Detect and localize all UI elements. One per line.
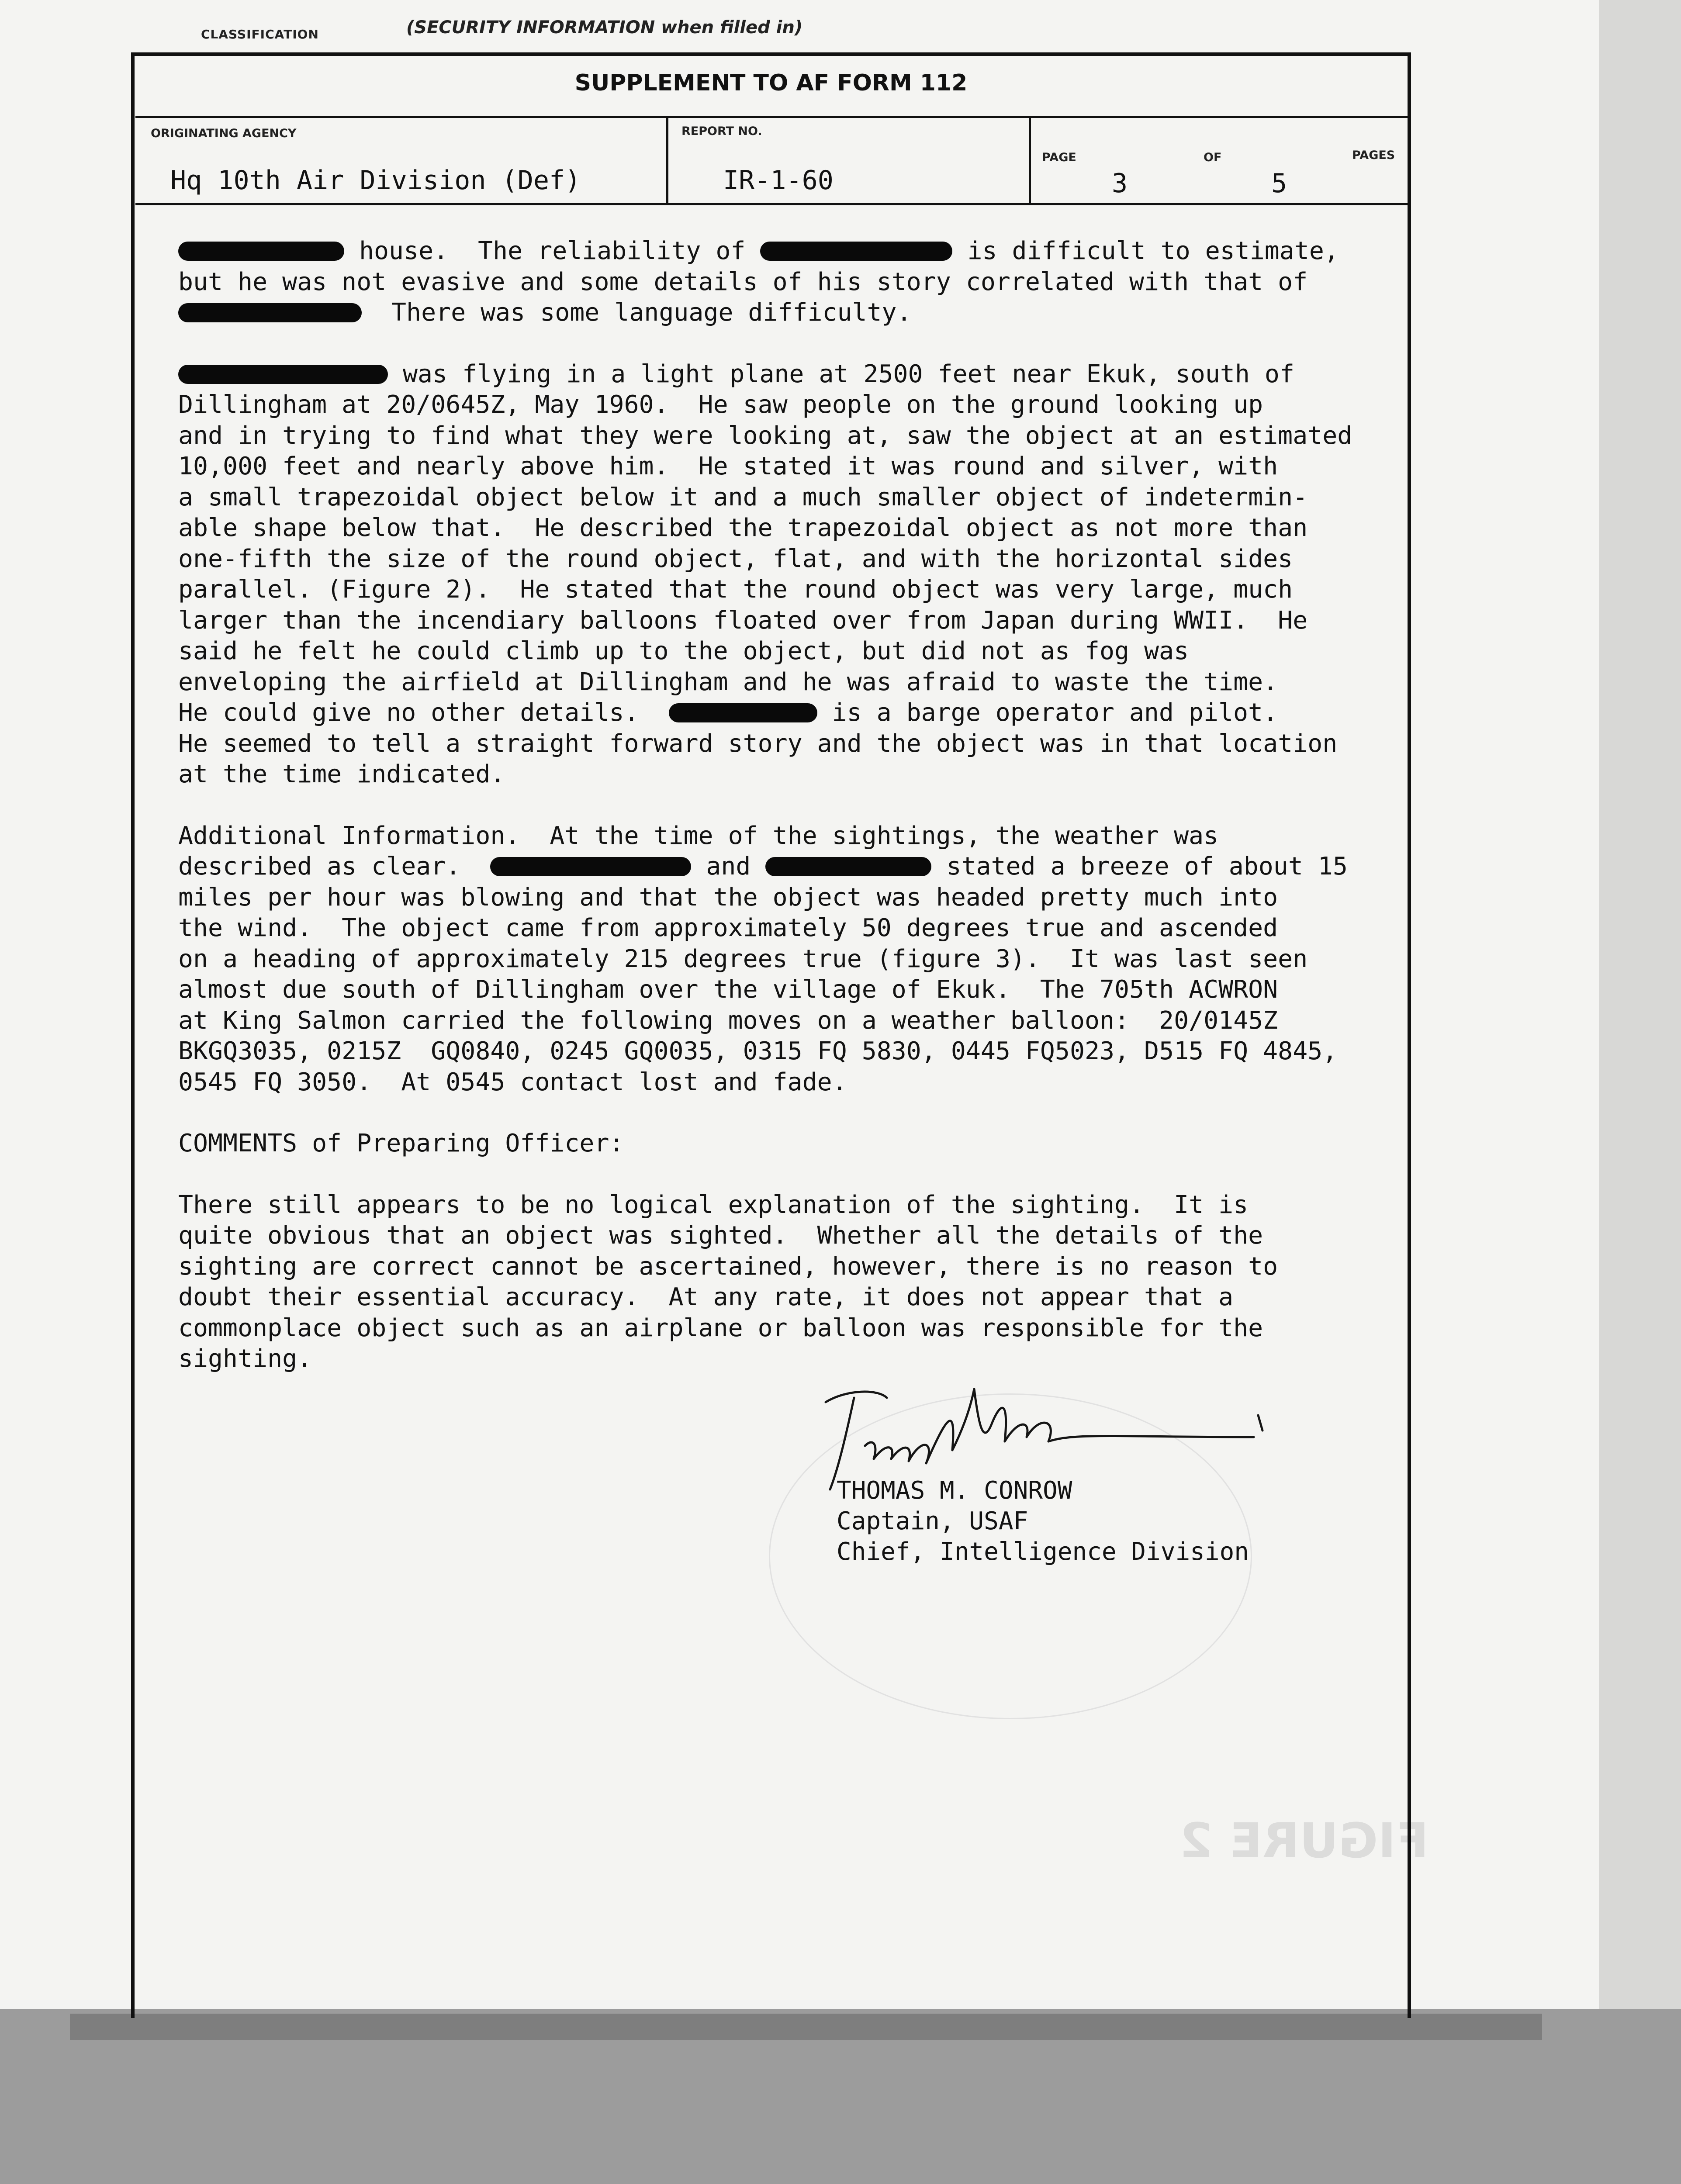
redacted-name xyxy=(669,703,817,722)
report-no-value: IR-1-60 xyxy=(723,165,834,196)
column-divider xyxy=(666,116,668,205)
page-number: 3 xyxy=(1112,168,1128,199)
paragraph-text: was flying in a light plane at 2500 feet near Ekuk, south of Dillingham at 20/0645Z, May 1960. He saw people on the ground looking up and in trying to find what they were looking at, saw the object at an estimated 10,000 feet and nearly above him. He stated it was round and silver, with a small trapezoidal object below it and a much smaller object of indetermin- able shape below that. He described the trapezoidal object as not more than one-fifth the size of the round object, flat, and with the horizontal sides parallel. (Figure 2). He stated that the round object was very large, much larger than the incendiary balloons floated over from Japan during WWII. He said he felt he could climb up to the object, but did not as fog was enveloping the airfield at Dillingham and he was afraid to waste the time. He could give no other details. xyxy=(178,359,1352,727)
comments-heading: COMMENTS of Preparing Officer: xyxy=(178,1129,624,1158)
paragraph-text: Additional Information. At the time of the sightings, the weather was described as clear. xyxy=(178,821,1219,881)
paragraph-witness-1 xyxy=(178,236,1428,328)
redacted-name xyxy=(178,242,344,261)
originating-agency-label: ORIGINATING AGENCY xyxy=(151,127,297,140)
signer-name: THOMAS M. CONROW xyxy=(837,1476,1072,1505)
signer-rank: Captain, USAF xyxy=(837,1507,1028,1535)
page-label: PAGE xyxy=(1042,151,1076,164)
redacted-name xyxy=(760,242,952,261)
total-pages: 5 xyxy=(1271,168,1287,199)
paragraph-text: is difficult to estimate, but he was not evasive and some details of his story correlated with that of xyxy=(178,237,1339,296)
form-title: SUPPLEMENT TO AF FORM 112 xyxy=(574,70,968,96)
paragraph-text: There was some language difficulty. xyxy=(362,298,912,327)
paragraph-comments: There still appears to be no logical explanation of the sighting. It is quite obvious that an object was sighted. Whether all the details of the sighting are correct cannot be ascertained, however, there is no reason to doubt their essential accuracy. At any rate, it does not appear that a commonplace object such as an airplane or balloon was responsible for the sighting. xyxy=(178,1190,1278,1373)
scan-edge xyxy=(1599,0,1681,2009)
paragraph-additional-information xyxy=(178,821,1428,1098)
redacted-name xyxy=(765,857,931,876)
paragraph-text: stated a breeze of about 15 miles per hour was blowing and that the object was headed pretty much into the wind. The object came from approximately 50 degrees true and ascended on a heading of approximately 215 degrees true (figure 3). It was last seen almost due south of Dillingham over the village of Ekuk. The 705th ACWRON at King Salmon carried the following moves on a weather balloon: 20/0145Z BKGQ3035, 0215Z GQ0840, 0245 GQ0035, 0315 FQ 5830, 0445 FQ5023, D515 FQ 4845, 0545 FQ 3050. At 0545 contact lost and fade. xyxy=(178,852,1348,1096)
paragraph-text: is a barge operator and pilot. He seemed to tell a straight forward story and the object was in that location at the time indicated. xyxy=(178,698,1338,788)
redacted-name xyxy=(490,857,691,876)
security-note: (SECURITY INFORMATION when filled in) xyxy=(406,17,803,38)
pages-label: PAGES xyxy=(1352,149,1395,162)
classification-label: CLASSIFICATION xyxy=(201,27,319,41)
paragraph-text: and xyxy=(691,852,766,881)
report-no-label: REPORT NO. xyxy=(681,124,762,138)
signer-title: Chief, Intelligence Division xyxy=(837,1538,1249,1566)
redacted-name xyxy=(178,365,388,384)
of-label: OF xyxy=(1204,151,1222,164)
bleed-through-figure-label: FIGURE 2 xyxy=(1179,1813,1429,1869)
originating-agency-value: Hq 10th Air Division (Def) xyxy=(170,165,581,196)
redacted-name xyxy=(178,303,362,322)
paragraph-witness-2 xyxy=(178,359,1428,790)
report-body xyxy=(178,236,1428,1405)
column-divider xyxy=(1029,116,1031,205)
paragraph-text: house. The reliability of xyxy=(344,237,761,265)
